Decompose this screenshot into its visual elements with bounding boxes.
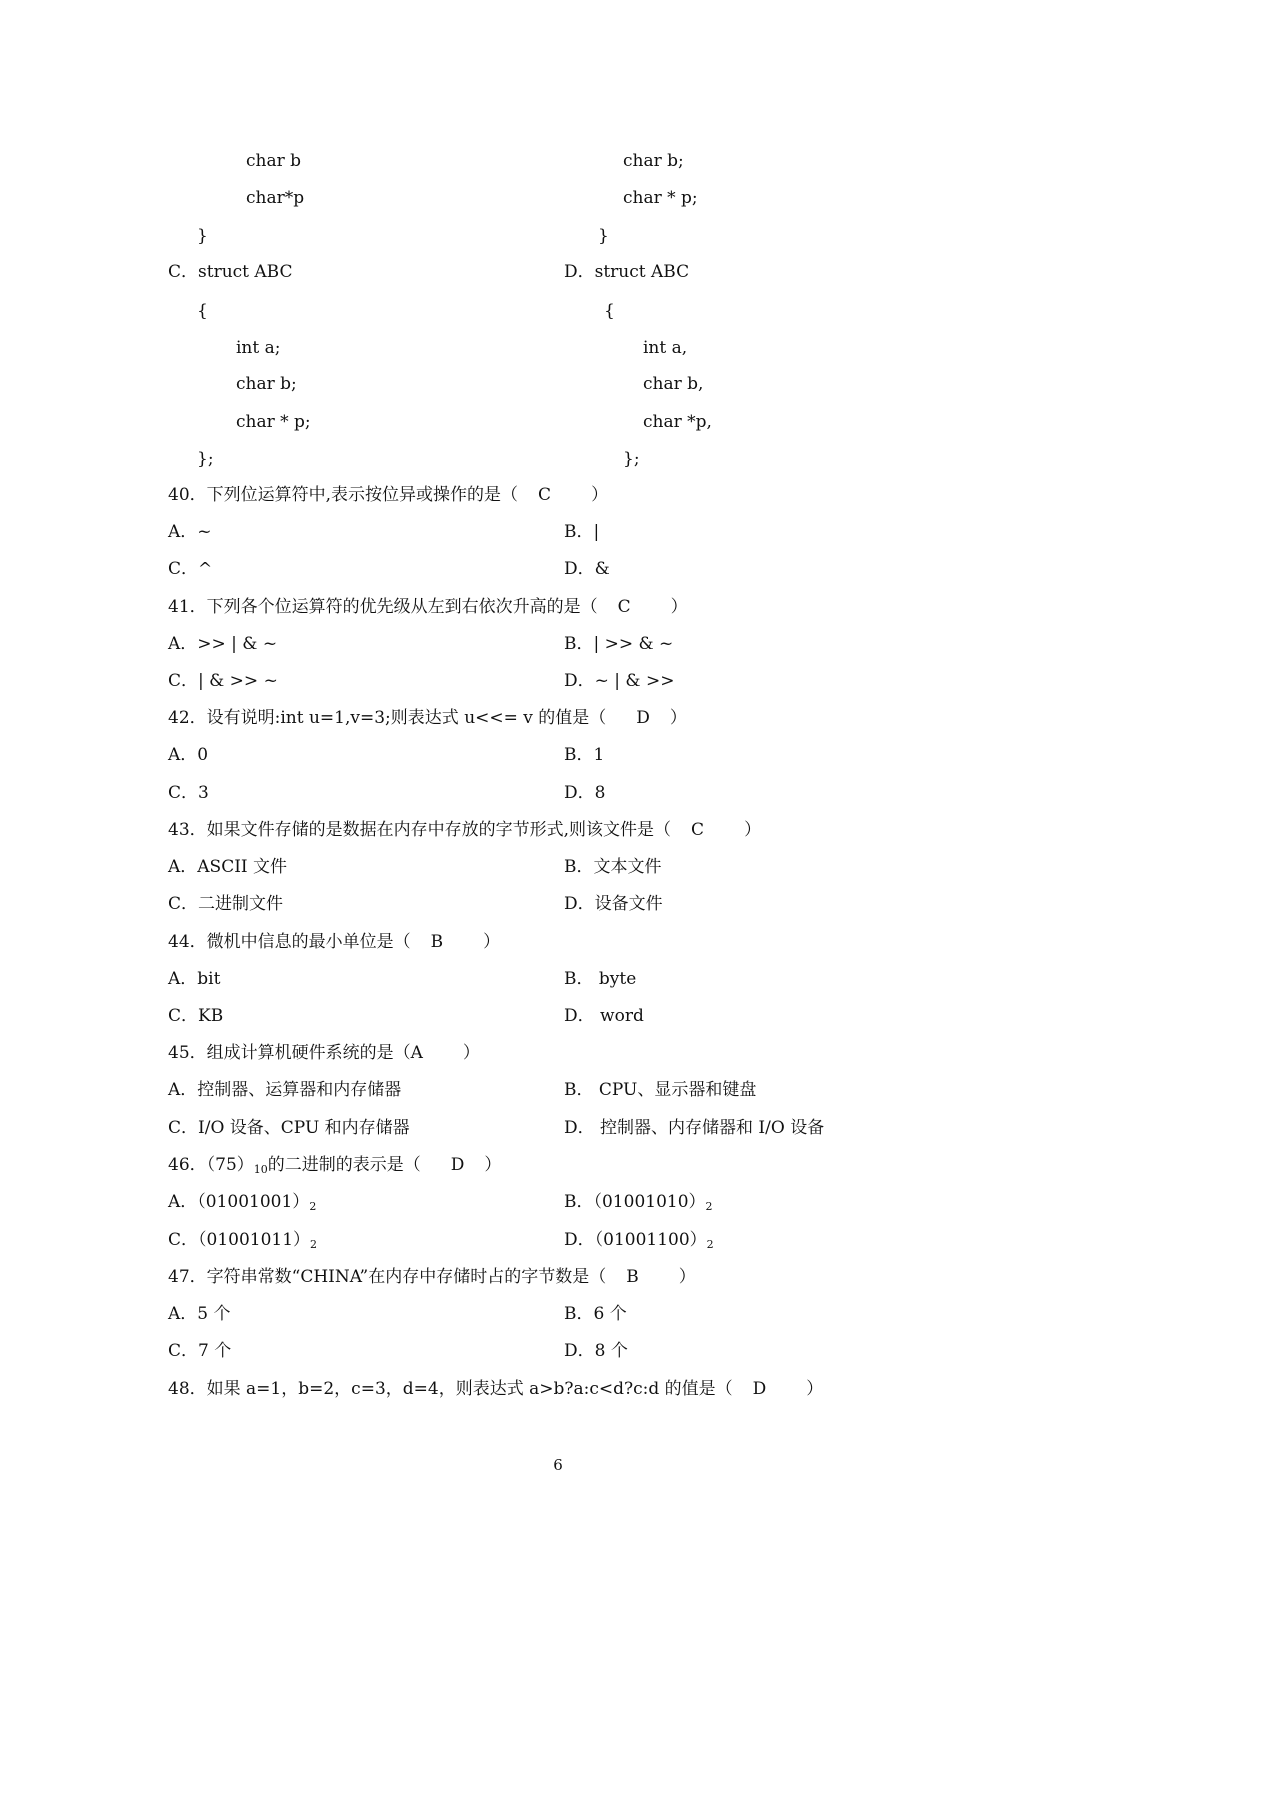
option-a — [168, 1191, 316, 1213]
question-close: ） — [806, 1379, 824, 1399]
question-text: 45．组成计算机硬件系统的是（A — [168, 1043, 423, 1063]
option-b: B．| — [564, 522, 600, 542]
question-close: ） — [670, 597, 688, 617]
code-line: char b; — [236, 374, 297, 394]
answer: D — [636, 708, 650, 728]
option-b: B．1 — [564, 745, 605, 765]
option-d — [564, 1229, 714, 1251]
answer: C — [538, 485, 552, 505]
option-d: D． 控制器、内存储器和 I/O 设备 — [564, 1118, 825, 1138]
code-line: } — [598, 226, 609, 246]
code-line: char b, — [643, 374, 704, 394]
code-line: int a, — [643, 338, 688, 358]
option-a: A．bit — [168, 969, 221, 989]
question-close: ） — [678, 1267, 696, 1287]
option-b: B．| >> & ~ — [564, 634, 674, 654]
question-text: 41．下列各个位运算符的优先级从左到右依次升高的是（ — [168, 597, 598, 617]
code-line: char*p — [246, 188, 305, 208]
question-48 — [168, 1378, 823, 1400]
answer: D — [450, 1155, 465, 1175]
code-line: }; — [623, 449, 640, 469]
question-text: 46．（75） — [168, 1155, 254, 1175]
question-text: 44．微机中信息的最小单位是（ — [168, 932, 411, 952]
question-text: 40．下列位运算符中,表示按位异或操作的是（ — [168, 485, 519, 505]
question-43 — [168, 819, 761, 841]
question-text: 48．如果 a=1，b=2，c=3，d=4，则表达式 a>b?a:c<d?c:d 的值是（ — [168, 1379, 733, 1399]
answer: B — [430, 932, 444, 952]
option-c: C．I/O 设备、CPU 和内存储器 — [168, 1118, 410, 1138]
option-c: C．二进制文件 — [168, 894, 284, 914]
question-text: 42．设有说明:int u=1,v=3;则表达式 u<<= v 的值是（ — [168, 708, 607, 728]
code-line: char *p, — [643, 412, 712, 432]
option-d: D．~ | & >> — [564, 671, 675, 691]
option-b: B．6 个 — [564, 1304, 627, 1324]
option-d: D．8 — [564, 783, 606, 803]
question-47 — [168, 1266, 696, 1288]
option-c-heading: C．struct ABC — [168, 262, 293, 282]
code-line: char * p; — [236, 412, 311, 432]
question-close: ） — [744, 820, 762, 840]
question-text: 47．字符串常数“CHINA”在内存中存储时占的字节数是（ — [168, 1267, 607, 1287]
option-a: A．5 个 — [168, 1304, 231, 1324]
code-line: int a; — [236, 338, 281, 358]
question-41 — [168, 596, 688, 618]
code-line: } — [197, 226, 208, 246]
question-40 — [168, 484, 608, 506]
question-46 — [168, 1154, 501, 1176]
option-d: D． word — [564, 1006, 644, 1026]
option-b — [564, 1191, 713, 1213]
code-line: char b; — [623, 151, 684, 171]
option-text: C．（01001011） — [168, 1230, 311, 1250]
question-text: 的二进制的表示是（ — [267, 1155, 421, 1175]
option-d: D．& — [564, 559, 610, 579]
option-a: A．~ — [168, 522, 212, 542]
answer: D — [752, 1379, 767, 1399]
option-d: D．8 个 — [564, 1341, 628, 1361]
option-c: C．^ — [168, 559, 213, 579]
option-c: C．KB — [168, 1006, 224, 1026]
option-b: B． byte — [564, 969, 637, 989]
option-text: B．（01001010） — [564, 1192, 706, 1212]
option-d-heading: D．struct ABC — [564, 262, 690, 282]
base-subscript: 10 — [253, 1163, 268, 1176]
base-subscript: 2 — [310, 1238, 318, 1251]
option-text: D．（01001100） — [564, 1230, 707, 1250]
option-c: C．7 个 — [168, 1341, 232, 1361]
code-line: char * p; — [623, 188, 698, 208]
option-b: B．文本文件 — [564, 857, 662, 877]
option-b: B． CPU、显示器和键盘 — [564, 1080, 757, 1100]
base-subscript: 2 — [706, 1238, 714, 1251]
page-number: 6 — [553, 1456, 563, 1474]
question-close: ） — [591, 485, 609, 505]
answer: B — [626, 1267, 639, 1287]
code-line: char b — [246, 151, 302, 171]
option-c: C．3 — [168, 783, 209, 803]
option-a: A．控制器、运算器和内存储器 — [168, 1080, 402, 1100]
option-c: C．| & >> ~ — [168, 671, 278, 691]
question-close: ） — [483, 932, 501, 952]
option-text: A．（01001001） — [168, 1192, 310, 1212]
option-d: D．设备文件 — [564, 894, 663, 914]
question-close: ） — [484, 1155, 502, 1175]
option-a: A．0 — [168, 745, 209, 765]
answer: C — [691, 820, 705, 840]
code-line: { — [604, 301, 615, 321]
base-subscript: 2 — [309, 1200, 317, 1213]
answer: C — [617, 597, 631, 617]
question-text: 43．如果文件存储的是数据在内存中存放的字节形式,则该文件是（ — [168, 820, 672, 840]
question-close: ） — [669, 708, 687, 728]
code-line: }; — [197, 449, 214, 469]
option-c — [168, 1229, 317, 1251]
question-42 — [168, 707, 687, 729]
base-subscript: 2 — [705, 1200, 713, 1213]
option-a: A．ASCII 文件 — [168, 857, 288, 877]
question-45 — [168, 1042, 480, 1064]
code-line: { — [197, 301, 208, 321]
option-a: A．>> | & ~ — [168, 634, 278, 654]
question-close: ） — [462, 1043, 480, 1063]
question-44 — [168, 931, 500, 953]
